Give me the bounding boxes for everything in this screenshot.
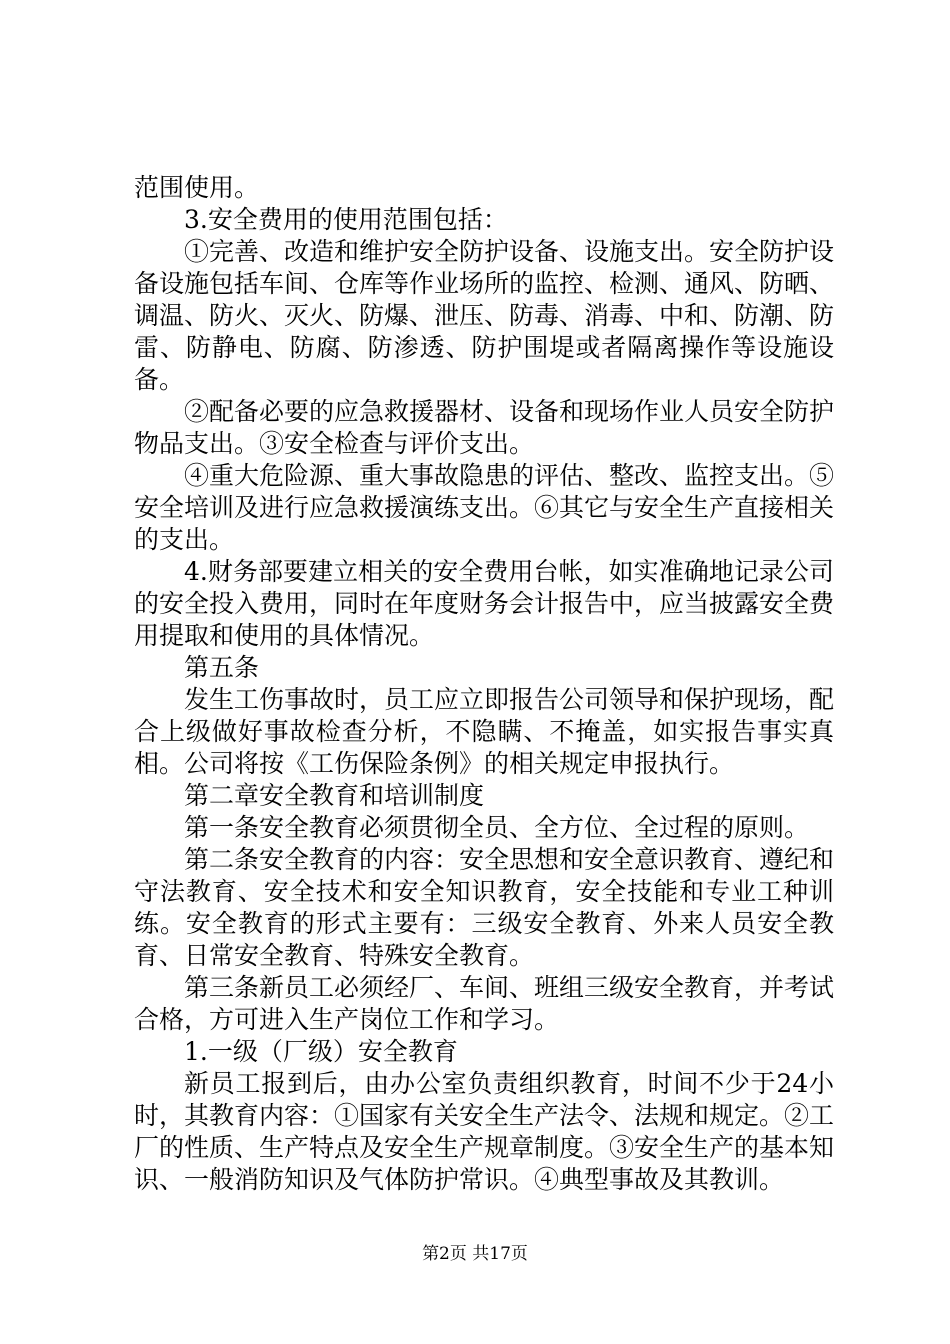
page-number-footer: 第2页 共17页 [422,1244,528,1264]
paragraph: 发生工伤事故时，员工应立即报告公司领导和保护现场，配合上级做好事故检查分析，不隐瞒、不掩盖，如实报告事实真相。公司将按《工伤保险条例》的相关规定申报执行。 [134,685,835,778]
paragraph: 3.安全费用的使用范围包括： [184,205,508,234]
paragraph: 新员工报到后，由办公室负责组织教育，时间不少于24小时，其教育内容：①国家有关安全生产法令、法规和规定。②工厂的性质、生产特点及安全生产规章制度。③安全生产的基本知识、一般消防知识及气体防护常识。④典型事故及其教训。 [134,1069,835,1194]
paragraph: ②配备必要的应急救援器材、设备和现场作业人员安全防护物品支出。③安全检查与评价支出。 [134,397,835,458]
paragraph: ①完善、改造和维护安全防护设备、设施支出。安全防护设备设施包括车间、仓库等作业场所的监控、检测、通风、防晒、调温、防火、灭火、防爆、泄压、防毒、消毒、中和、防潮、防雷、防静电、防腐、防渗透、防护围堤或者隔离操作等设施设备。 [134,237,835,394]
subsection-heading: 1.一级（厂级）安全教育 [184,1037,458,1066]
paragraph: 4.财务部要建立相关的安全费用台帐，如实准确地记录公司的安全投入费用，同时在年度财务会计报告中，应当披露安全费用提取和使用的具体情况。 [134,557,835,650]
paragraph: 第三条新员工必须经厂、车间、班组三级安全教育，并考试合格，方可进入生产岗位工作和学习。 [134,973,835,1034]
paragraph: 范围使用。 [134,173,260,202]
paragraph: 第二条安全教育的内容：安全思想和安全意识教育、遵纪和守法教育、安全技术和安全知识教育，安全技能和专业工种训练。安全教育的形式主要有：三级安全教育、外来人员安全教育、日常安全教育、特殊安全教育。 [134,845,835,970]
paragraph: 第一条安全教育必须贯彻全员、全方位、全过程的原则。 [184,813,810,842]
section-heading: 第五条 [184,653,260,682]
chapter-heading: 第二章安全教育和培训制度 [184,781,485,810]
document-body [134,172,834,1196]
paragraph: ④重大危险源、重大事故隐患的评估、整改、监控支出。⑤安全培训及进行应急救援演练支出。⑥其它与安全生产直接相关的支出。 [134,461,835,554]
